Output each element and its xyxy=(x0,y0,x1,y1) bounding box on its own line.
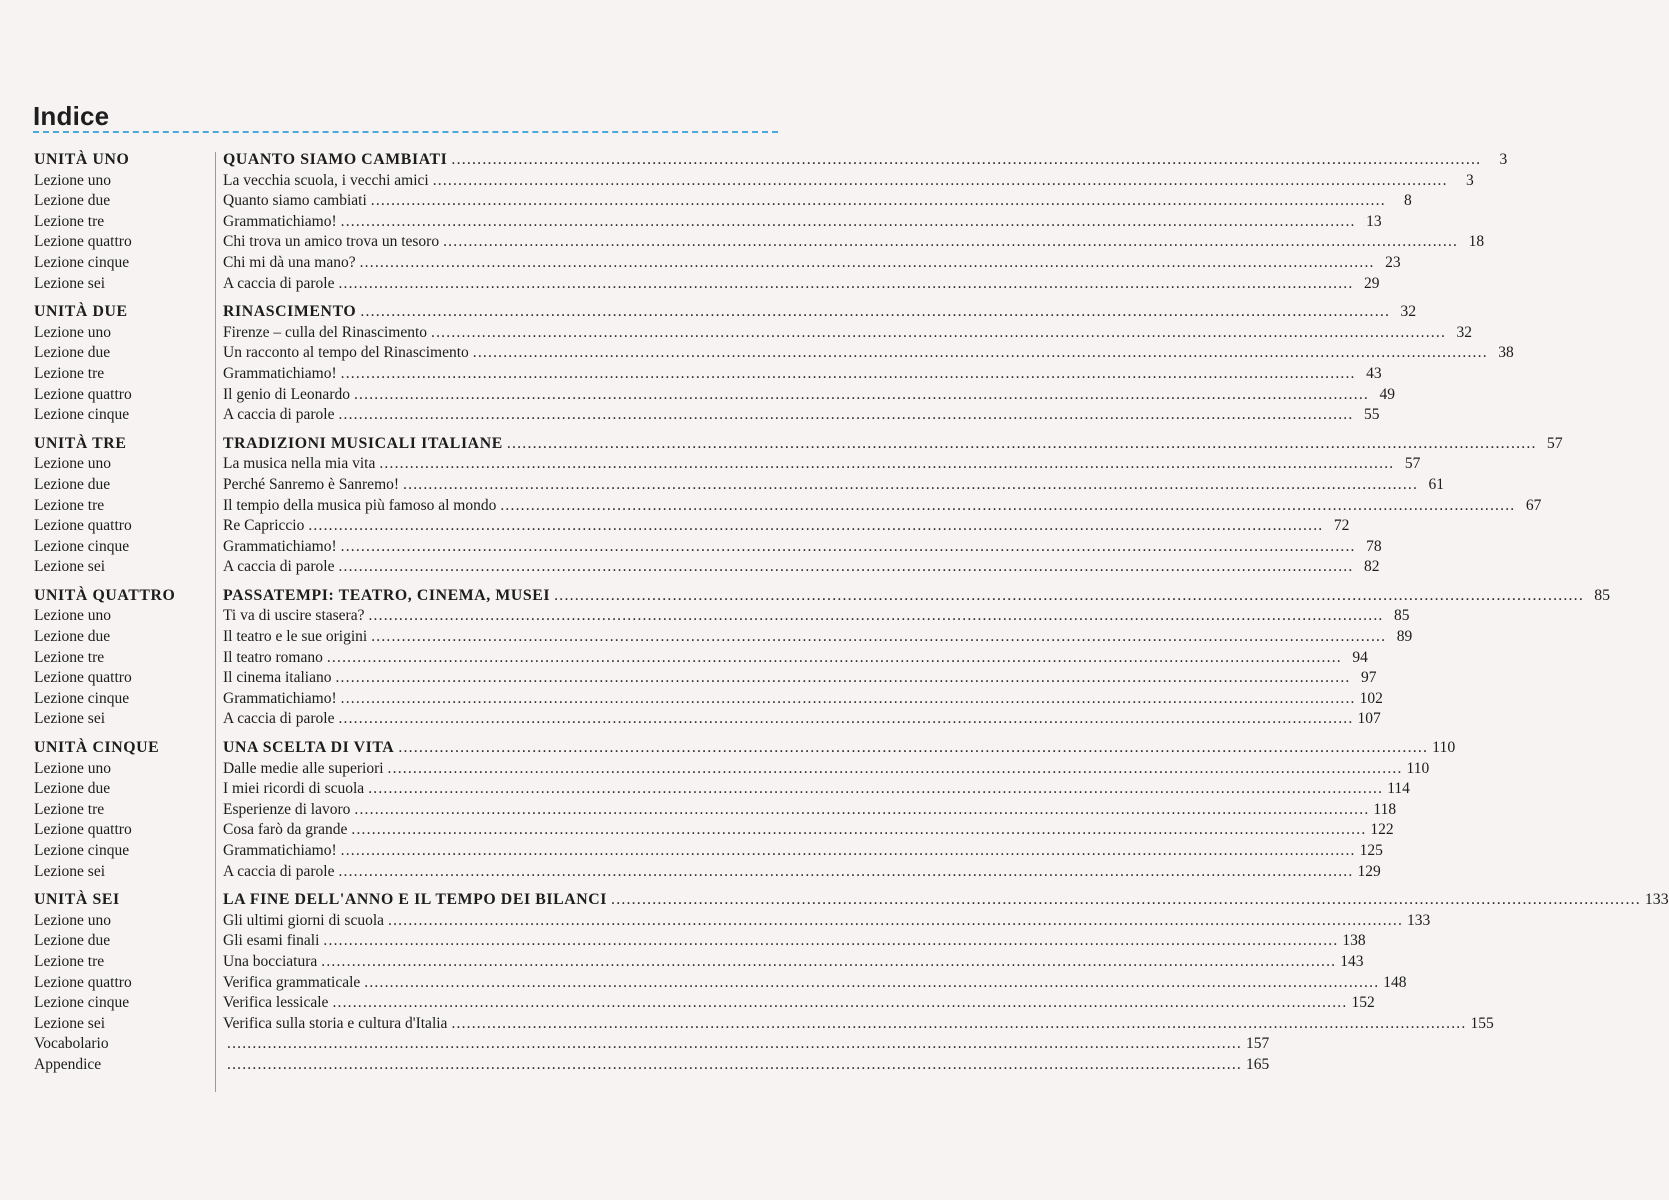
lesson-label: Lezione sei xyxy=(34,1014,106,1032)
lesson-title: Grammatichiamo! xyxy=(223,212,337,230)
lesson-row[interactable] xyxy=(0,911,1431,932)
lesson-label: Lezione uno xyxy=(34,607,112,625)
lesson-row[interactable] xyxy=(0,1055,1270,1076)
page-number: 97 xyxy=(1360,669,1377,687)
dot-leader: ........................................................................................................................................................................................................ xyxy=(398,739,1429,757)
lesson-label: Lezione cinque xyxy=(34,994,130,1012)
dot-leader: ........................................................................................................................................................................................................ xyxy=(611,891,1641,909)
page-number: 67 xyxy=(1525,496,1542,514)
page-number: 78 xyxy=(1366,537,1382,555)
lesson-label: Lezione due xyxy=(34,932,111,950)
lesson-row[interactable] xyxy=(0,820,1394,841)
lesson-label: Lezione uno xyxy=(34,171,112,189)
unit-section xyxy=(0,890,1669,1075)
dot-leader: ........................................................................................................................................................................................................ xyxy=(360,303,1391,321)
lesson-title: A caccia di parole xyxy=(223,862,335,880)
lesson-row[interactable] xyxy=(0,759,1430,780)
page-number: 143 xyxy=(1340,952,1364,970)
entry xyxy=(223,274,1380,295)
entry xyxy=(223,606,1410,627)
lesson-label: Lezione sei xyxy=(34,274,106,292)
dot-leader: ........................................................................................................................................................................................................ xyxy=(506,434,1537,452)
entry xyxy=(223,516,1350,537)
lesson-title: A caccia di parole xyxy=(223,710,335,728)
entry xyxy=(223,1014,1494,1035)
lesson-label: Lezione cinque xyxy=(34,253,130,271)
entry xyxy=(223,385,1395,406)
lesson-title: Verifica lessicale xyxy=(223,994,329,1012)
lesson-row[interactable] xyxy=(0,931,1366,952)
lesson-label: Lezione uno xyxy=(34,759,112,777)
lesson-label: Lezione cinque xyxy=(34,537,130,555)
page-number: 125 xyxy=(1359,842,1383,859)
page-number: 57 xyxy=(1546,434,1563,452)
page-number: 110 xyxy=(1406,759,1430,777)
lesson-title: La musica nella mia vita xyxy=(223,455,376,473)
page-number: 157 xyxy=(1246,1035,1270,1053)
dot-leader: ........................................................................................................................................................................................................ xyxy=(338,558,1354,576)
entry xyxy=(223,1034,1270,1055)
page-number: 107 xyxy=(1357,710,1381,728)
page-number: 165 xyxy=(1246,1055,1270,1073)
entry xyxy=(223,709,1381,730)
lesson-title: A caccia di parole xyxy=(223,274,335,292)
lesson-title: Dalle medie alle superiori xyxy=(223,759,384,777)
page-number: 8 xyxy=(1404,192,1412,210)
dot-leader: ........................................................................................................................................................................................................ xyxy=(323,932,1339,950)
entry xyxy=(223,475,1445,496)
lesson-title: Il teatro romano xyxy=(223,648,323,666)
dot-leader: ........................................................................................................................................................................................................ xyxy=(451,151,1482,168)
lesson-row[interactable] xyxy=(0,862,1381,883)
lesson-label: Lezione sei xyxy=(34,710,106,728)
lesson-label: Lezione quattro xyxy=(34,821,132,839)
lesson-title: Ti va di uscire stasera? xyxy=(223,607,365,625)
entry xyxy=(223,537,1382,558)
lesson-row[interactable] xyxy=(0,779,1410,800)
page-number: 3 xyxy=(1465,171,1474,189)
page-number: 55 xyxy=(1363,406,1380,424)
lesson-row[interactable] xyxy=(0,537,1382,558)
entry xyxy=(223,302,1417,323)
lesson-label: Lezione uno xyxy=(34,323,112,341)
entry xyxy=(223,323,1473,344)
page-number: 61 xyxy=(1428,475,1445,493)
entry xyxy=(223,648,1368,669)
dot-leader: ........................................................................................................................................................................................................ xyxy=(353,385,1369,403)
dot-leader: ........................................................................................................................................................................................................ xyxy=(364,973,1380,991)
lesson-label: Lezione due xyxy=(34,475,111,493)
dot-leader: ........................................................................................................................................................................................................ xyxy=(340,537,1356,555)
page-number: 129 xyxy=(1357,862,1381,880)
unit-heading-row[interactable] xyxy=(0,302,1417,323)
page-number: 110 xyxy=(1432,739,1456,757)
entry xyxy=(223,212,1382,233)
unit-label: UNITÀ UNO xyxy=(34,151,130,168)
dot-leader: ........................................................................................................................................................................................................ xyxy=(332,994,1348,1012)
lesson-title: Perché Sanremo è Sanremo! xyxy=(223,475,400,493)
lesson-title: Chi mi dà una mano? xyxy=(223,253,356,271)
entry xyxy=(223,973,1407,994)
page-number: 94 xyxy=(1352,648,1368,666)
lesson-label: Appendice xyxy=(34,1055,102,1073)
dot-leader: ........................................................................................................................................................................................................ xyxy=(370,192,1386,210)
page-number: 133 xyxy=(1644,891,1669,909)
dot-leader: ........................................................................................................................................................................................................ xyxy=(338,710,1354,728)
dot-leader: ........................................................................................................................................................................................................ xyxy=(338,274,1354,292)
lesson-label: Lezione quattro xyxy=(34,517,132,535)
entry xyxy=(223,1055,1270,1076)
title-divider xyxy=(33,131,778,133)
lesson-label: Lezione tre xyxy=(34,212,105,230)
unit-section xyxy=(0,302,1514,426)
entry xyxy=(223,232,1485,253)
dot-leader: ........................................................................................................................................................................................................ xyxy=(340,689,1356,707)
entry xyxy=(223,993,1375,1014)
entry xyxy=(223,841,1383,862)
lesson-title: Gli esami finali xyxy=(223,932,320,950)
page-number: 32 xyxy=(1456,323,1473,341)
lesson-label: Lezione uno xyxy=(34,911,112,929)
lesson-row[interactable] xyxy=(0,496,1542,517)
lesson-title: Il genio di Leonardo xyxy=(223,385,350,403)
unit-title: QUANTO SIAMO CAMBIATI xyxy=(223,151,448,168)
page-number: 122 xyxy=(1370,821,1394,839)
entry xyxy=(223,911,1431,932)
dot-leader: ........................................................................................................................................................................................................ xyxy=(338,862,1354,880)
unit-label: UNITÀ QUATTRO xyxy=(34,586,176,604)
unit-heading-row[interactable] xyxy=(0,890,1669,911)
dot-leader: ........................................................................................................................................................................................................ xyxy=(321,952,1337,970)
lesson-title: Grammatichiamo! xyxy=(223,537,337,555)
entry xyxy=(223,586,1610,607)
page-number: 43 xyxy=(1366,364,1382,382)
entry xyxy=(223,952,1364,973)
entry xyxy=(223,931,1366,952)
entry xyxy=(223,800,1397,821)
entry xyxy=(223,454,1421,475)
dot-leader: ........................................................................................................................................................................................................ xyxy=(379,455,1395,473)
lesson-label: Lezione quattro xyxy=(34,669,132,687)
entry xyxy=(223,862,1381,883)
dot-leader: ........................................................................................................................................................................................................ xyxy=(351,821,1367,839)
lesson-row[interactable] xyxy=(0,1014,1494,1035)
lesson-row[interactable] xyxy=(0,841,1383,862)
lesson-row[interactable] xyxy=(0,800,1397,821)
dot-leader: ........................................................................................................................................................................................................ xyxy=(451,1014,1467,1032)
lesson-row[interactable] xyxy=(0,454,1421,475)
lesson-row[interactable] xyxy=(0,212,1382,233)
entry xyxy=(223,364,1382,385)
unit-section xyxy=(0,738,1456,882)
lesson-row[interactable] xyxy=(0,993,1375,1014)
entry xyxy=(223,820,1394,841)
dot-leader: ........................................................................................................................................................................................................ xyxy=(227,1035,1242,1053)
lesson-row[interactable] xyxy=(0,385,1395,406)
unit-label: UNITÀ CINQUE xyxy=(34,739,160,757)
unit-section xyxy=(0,434,1563,578)
entry xyxy=(223,759,1430,780)
lesson-row[interactable] xyxy=(0,343,1514,364)
unit-title: UNA SCELTA DI VITA xyxy=(223,739,395,757)
unit-label: UNITÀ TRE xyxy=(34,434,127,452)
page-number: 89 xyxy=(1396,628,1413,646)
unit-heading-row[interactable] xyxy=(0,434,1563,455)
entry xyxy=(223,253,1401,274)
unit-title: RINASCIMENTO xyxy=(223,303,357,321)
lesson-row[interactable] xyxy=(0,191,1412,212)
lesson-title: Grammatichiamo! xyxy=(223,689,337,707)
entry xyxy=(223,627,1413,648)
lesson-row[interactable] xyxy=(0,668,1377,689)
page-number: 38 xyxy=(1498,344,1514,362)
entry xyxy=(223,150,1508,171)
lesson-label: Lezione tre xyxy=(34,648,105,666)
lesson-label: Lezione quattro xyxy=(34,385,132,403)
page-number: 57 xyxy=(1404,455,1421,473)
page-number: 102 xyxy=(1359,689,1383,707)
lesson-title: La vecchia scuola, i vecchi amici xyxy=(223,171,429,189)
lesson-row[interactable] xyxy=(0,253,1401,274)
page-number: 114 xyxy=(1387,780,1410,798)
dot-leader: ........................................................................................................................................................................................................ xyxy=(403,475,1419,493)
page-number: 133 xyxy=(1407,911,1431,929)
lesson-row[interactable] xyxy=(0,405,1380,426)
page-number: 118 xyxy=(1373,800,1397,818)
unit-title: LA FINE DELL'ANNO E IL TEMPO DEI BILANCI xyxy=(223,891,608,909)
lesson-label: Lezione cinque xyxy=(34,842,130,859)
page-number: 29 xyxy=(1363,274,1380,292)
lesson-title: I miei ricordi di scuola xyxy=(223,780,365,798)
lesson-label: Lezione due xyxy=(34,344,111,362)
page-number: 138 xyxy=(1342,932,1366,950)
lesson-label: Vocabolario xyxy=(34,1035,109,1053)
page-number: 49 xyxy=(1379,385,1395,403)
table-of-contents xyxy=(0,150,1669,1084)
lesson-title: Quanto siamo cambiati xyxy=(223,192,367,210)
unit-section xyxy=(0,586,1610,730)
entry xyxy=(223,405,1380,426)
entry xyxy=(223,496,1542,517)
page-number: 13 xyxy=(1366,212,1382,230)
page-number: 152 xyxy=(1351,994,1375,1012)
dot-leader: ........................................................................................................................................................................................................ xyxy=(340,364,1356,382)
lesson-title: A caccia di parole xyxy=(223,406,335,424)
unit-section xyxy=(0,150,1508,294)
lesson-title: Una bocciatura xyxy=(223,952,318,970)
dot-leader: ........................................................................................................................................................................................................ xyxy=(368,780,1384,798)
lesson-title: Firenze – culla del Rinascimento xyxy=(223,323,428,341)
lesson-title: Verifica grammaticale xyxy=(223,973,361,991)
unit-heading-row[interactable] xyxy=(0,150,1508,171)
dot-leader: ........................................................................................................................................................................................................ xyxy=(227,1055,1242,1073)
lesson-title: Un racconto al tempo del Rinascimento xyxy=(223,344,469,362)
entry xyxy=(223,171,1474,192)
lesson-row[interactable] xyxy=(0,689,1383,710)
dot-leader: ........................................................................................................................................................................................................ xyxy=(387,759,1403,777)
dot-leader: ........................................................................................................................................................................................................ xyxy=(335,669,1351,687)
unit-title: TRADIZIONI MUSICALI ITALIANE xyxy=(223,434,503,452)
page-number: 3 xyxy=(1499,151,1508,168)
page-number: 148 xyxy=(1383,973,1407,991)
lesson-label: Lezione sei xyxy=(34,558,106,576)
lesson-label: Lezione quattro xyxy=(34,973,132,991)
lesson-label: Lezione tre xyxy=(34,800,105,818)
dot-leader: ........................................................................................................................................................................................................ xyxy=(359,253,1375,271)
lesson-label: Lezione cinque xyxy=(34,406,130,424)
entry xyxy=(223,668,1377,689)
dot-leader: ........................................................................................................................................................................................................ xyxy=(326,648,1342,666)
lesson-row[interactable] xyxy=(0,1034,1270,1055)
lesson-row[interactable] xyxy=(0,232,1485,253)
page-number: 23 xyxy=(1385,253,1401,271)
lesson-label: Lezione due xyxy=(34,780,111,798)
unit-heading-row[interactable] xyxy=(0,738,1456,759)
lesson-row[interactable] xyxy=(0,323,1473,344)
lesson-row[interactable] xyxy=(0,709,1381,730)
lesson-title: Gli ultimi giorni di scuola xyxy=(223,911,385,929)
lesson-label: Lezione tre xyxy=(34,952,105,970)
page-number: 85 xyxy=(1594,586,1610,604)
lesson-title: Esperienze di lavoro xyxy=(223,800,351,818)
lesson-label: Lezione uno xyxy=(34,455,112,473)
lesson-row[interactable] xyxy=(0,516,1350,537)
lesson-row[interactable] xyxy=(0,606,1410,627)
lesson-title: Il cinema italiano xyxy=(223,669,332,687)
lesson-label: Lezione due xyxy=(34,628,111,646)
entry xyxy=(223,890,1669,911)
dot-leader: ........................................................................................................................................................................................................ xyxy=(340,842,1356,859)
dot-leader: ........................................................................................................................................................................................................ xyxy=(340,212,1356,230)
unit-label: UNITÀ SEI xyxy=(34,891,120,909)
lesson-row[interactable] xyxy=(0,364,1382,385)
lesson-label: Lezione sei xyxy=(34,862,106,880)
page-number: 85 xyxy=(1393,607,1410,625)
dot-leader: ........................................................................................................................................................................................................ xyxy=(472,344,1488,362)
lesson-title: Verifica sulla storia e cultura d'Italia xyxy=(223,1014,448,1032)
page-title: Indice xyxy=(33,101,110,131)
lesson-title: Il tempio della musica più famoso al mondo xyxy=(223,496,497,514)
lesson-row[interactable] xyxy=(0,274,1380,295)
lesson-row[interactable] xyxy=(0,475,1445,496)
dot-leader: ........................................................................................................................................................................................................ xyxy=(388,911,1404,929)
page-number: 155 xyxy=(1470,1014,1494,1032)
entry xyxy=(223,191,1412,212)
entry xyxy=(223,738,1456,759)
lesson-label: Lezione tre xyxy=(34,496,105,514)
lesson-label: Lezione due xyxy=(34,192,111,210)
page-number: 82 xyxy=(1363,558,1380,576)
lesson-row[interactable] xyxy=(0,648,1368,669)
lesson-row[interactable] xyxy=(0,952,1364,973)
page-number: 72 xyxy=(1333,517,1350,535)
lesson-row[interactable] xyxy=(0,973,1407,994)
dot-leader: ........................................................................................................................................................................................................ xyxy=(443,233,1459,251)
dot-leader: ........................................................................................................................................................................................................ xyxy=(431,323,1447,341)
lesson-label: Lezione tre xyxy=(34,364,105,382)
lesson-label: Lezione quattro xyxy=(34,233,132,251)
entry xyxy=(223,557,1380,578)
dot-leader: ........................................................................................................................................................................................................ xyxy=(338,406,1354,424)
unit-title: PASSATEMPI: TEATRO, CINEMA, MUSEI xyxy=(223,586,551,604)
entry xyxy=(223,434,1563,455)
lesson-title: Chi trova un amico trova un tesoro xyxy=(223,233,440,251)
entry xyxy=(223,779,1410,800)
unit-heading-row[interactable] xyxy=(0,586,1610,607)
entry xyxy=(223,343,1514,364)
dot-leader: ........................................................................................................................................................................................................ xyxy=(432,171,1448,189)
dot-leader: ........................................................................................................................................................................................................ xyxy=(554,586,1584,604)
dot-leader: ........................................................................................................................................................................................................ xyxy=(308,517,1324,535)
lesson-title: Re Capriccio xyxy=(223,517,305,535)
lesson-row[interactable] xyxy=(0,627,1413,648)
lesson-title: Grammatichiamo! xyxy=(223,842,337,859)
lesson-title: Il teatro e le sue origini xyxy=(223,628,368,646)
lesson-row[interactable] xyxy=(0,171,1474,192)
dot-leader: ........................................................................................................................................................................................................ xyxy=(368,607,1384,625)
dot-leader: ........................................................................................................................................................................................................ xyxy=(354,800,1370,818)
entry xyxy=(223,689,1383,710)
page-number: 18 xyxy=(1468,233,1485,251)
unit-label: UNITÀ DUE xyxy=(34,303,128,321)
lesson-title: A caccia di parole xyxy=(223,558,335,576)
dot-leader: ........................................................................................................................................................................................................ xyxy=(371,628,1387,646)
lesson-row[interactable] xyxy=(0,557,1380,578)
lesson-title: Grammatichiamo! xyxy=(223,364,337,382)
lesson-label: Lezione cinque xyxy=(34,689,130,707)
page-number: 32 xyxy=(1400,303,1417,321)
dot-leader: ........................................................................................................................................................................................................ xyxy=(500,496,1516,514)
lesson-title: Cosa farò da grande xyxy=(223,821,348,839)
